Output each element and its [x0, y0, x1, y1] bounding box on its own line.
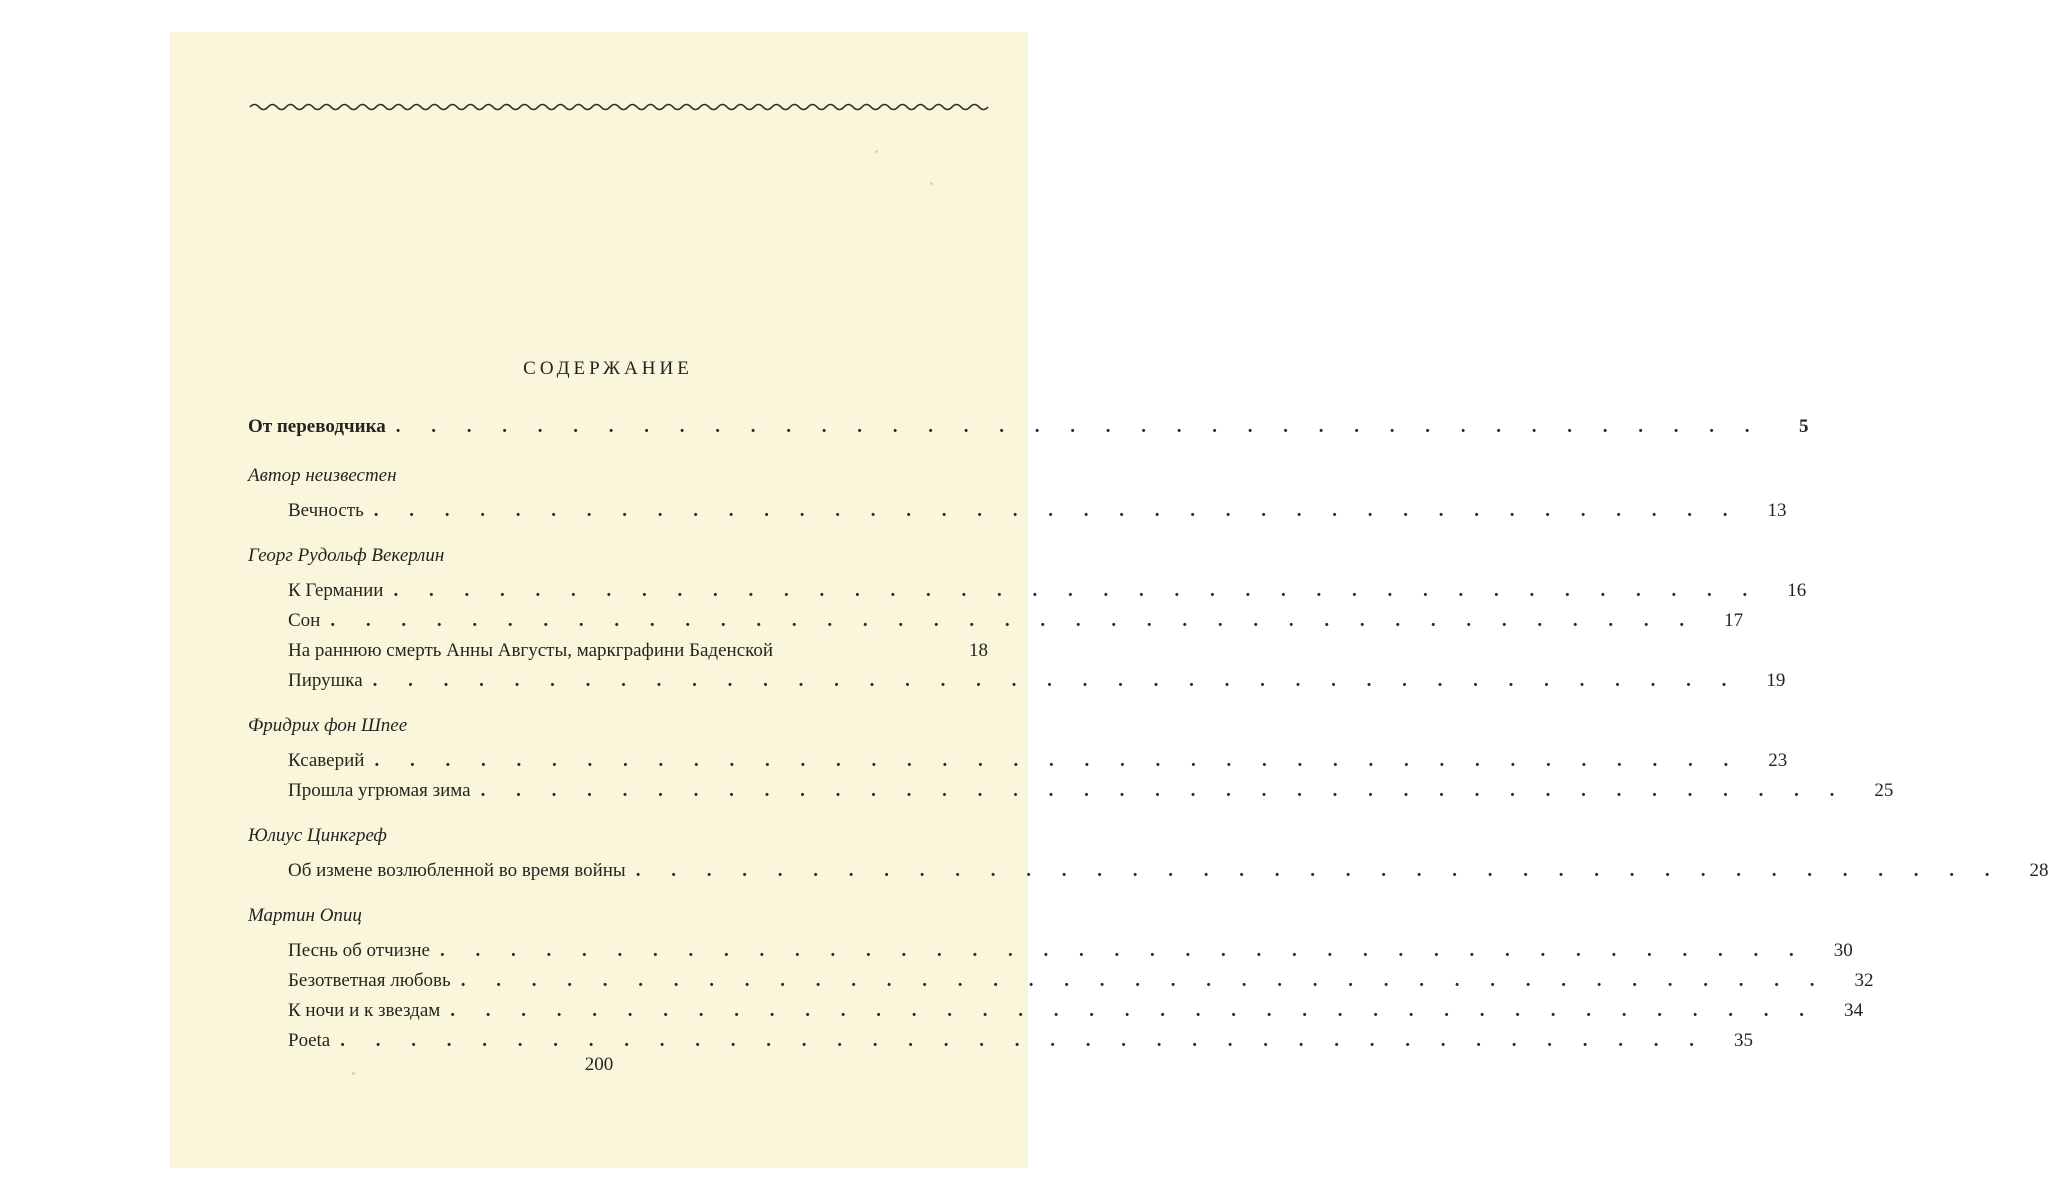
leader-dots: . . . . . . . . . . . . . . . . . . . . . . . . . . . . . . . . . . . . . . .	[372, 670, 1740, 691]
entry-title: К Германии	[288, 580, 384, 601]
toc-heading: СОДЕРЖАНИЕ	[523, 358, 693, 379]
toc-entry[interactable]	[248, 936, 1853, 966]
entry-page-number: 18	[969, 640, 988, 661]
entry-title: К ночи и к звездам	[288, 1000, 441, 1021]
leader-dots: . . . . . . . . . . . . . . . . . . . . . . . . . . . . . . . . . . . . . . .	[395, 416, 1763, 437]
entry-page-number: 28	[2029, 860, 2048, 881]
leader-dots: . . . . . . . . . . . . . . . . . . . . . . . . . . . . . . . . . . . . . . .	[450, 1000, 1818, 1021]
author-heading: Фридрих фон Шпее	[248, 715, 408, 736]
entry-page-number: 34	[1844, 1000, 1864, 1021]
toc-entry[interactable]	[248, 496, 1787, 526]
toc-entry[interactable]	[248, 776, 1894, 806]
paper-speck	[875, 150, 878, 153]
toc-entry-preface[interactable]	[248, 412, 1809, 446]
entry-page-number: 17	[1724, 610, 1744, 631]
author-heading: Георг Рудольф Векерлин	[248, 545, 445, 566]
leader-dots: . . . . . . . . . . . . . . . . . . . . . . . . . . . . . . . . . . . . . . .	[374, 750, 1742, 771]
entry-page-number: 32	[1854, 970, 1874, 991]
entry-page-number: 16	[1787, 580, 1807, 601]
paper-speck	[930, 182, 933, 185]
wavy-rule-ornament	[250, 98, 980, 116]
entry-title: Ксаверий	[288, 750, 365, 771]
entry-page-number: 13	[1767, 500, 1787, 521]
entry-title: Прошла угрюмая зима	[288, 780, 471, 801]
entry-title: От переводчика	[248, 416, 386, 437]
entry-title: Вечность	[288, 500, 364, 521]
leader-dots: . . . . . . . . . . . . . . . . . . . . . . . . . . . . . . . . . . . . . . .	[480, 780, 1848, 801]
entry-title: На раннюю смерть Анны Августы, маркграфини Баденской	[288, 640, 774, 661]
toc-entry[interactable]	[248, 576, 1807, 606]
toc-entry[interactable]	[248, 966, 1874, 996]
leader-dots: . . . . . . . . . . . . . . . . . . . . . . . . . . . . . . . . . . . . . . .	[330, 610, 1698, 631]
leader-dots: . . . . . . . . . . . . . . . . . . . . . . . . . . . . . . . . . . . . . . .	[635, 860, 2003, 881]
author-heading: Юлиус Цинкгреф	[248, 825, 387, 846]
entry-page-number: 5	[1799, 416, 1809, 437]
entry-page-number: 30	[1833, 940, 1853, 961]
entry-page-number: 19	[1766, 670, 1786, 691]
page-number: 200	[584, 1054, 614, 1075]
toc-entry[interactable]	[248, 1026, 1753, 1056]
leader-dots: . . . . . . . . . . . . . . . . . . . . . . . . . . . . . . . . . . . . . . .	[439, 940, 1807, 961]
toc-entry[interactable]	[248, 636, 988, 666]
toc-entry[interactable]	[248, 856, 2048, 886]
toc-entry[interactable]	[248, 996, 1864, 1026]
author-heading: Мартин Опиц	[248, 905, 362, 926]
entry-page-number: 35	[1733, 1030, 1753, 1051]
entry-page-number: 23	[1768, 750, 1788, 771]
leader-dots: . . . . . . . . . . . . . . . . . . . . . . . . . . . . . . . . . . . . . . .	[340, 1030, 1707, 1051]
entry-title: Безответная любовь	[288, 970, 451, 991]
entry-page-number: 25	[1874, 780, 1894, 801]
leader-dots: . . . . . . . . . . . . . . . . . . . . . . . . . . . . . . . . . . . . . . .	[393, 580, 1761, 601]
leader-dots: . . . . . . . . . . . . . . . . . . . . . . . . . . . . . . . . . . . . . . .	[460, 970, 1828, 991]
entry-title: Песнь об отчизне	[288, 940, 430, 961]
table-of-contents	[248, 412, 2048, 1056]
entry-title: Пирушка	[288, 670, 363, 691]
author-heading: Автор неизвестен	[248, 465, 397, 486]
entry-title: Сон	[288, 610, 321, 631]
leader-dots: . . . . . . . . . . . . . . . . . . . . . . . . . . . . . . . . . . . . . . .	[373, 500, 1741, 521]
entry-title: Poeta	[288, 1030, 331, 1051]
entry-title: Об измене возлюбленной во время войны	[288, 860, 626, 881]
toc-entry[interactable]	[248, 666, 1786, 696]
toc-entry[interactable]	[248, 606, 1744, 636]
book-page	[170, 32, 2048, 1168]
paper-speck	[352, 1072, 355, 1075]
toc-entry[interactable]	[248, 746, 1788, 776]
